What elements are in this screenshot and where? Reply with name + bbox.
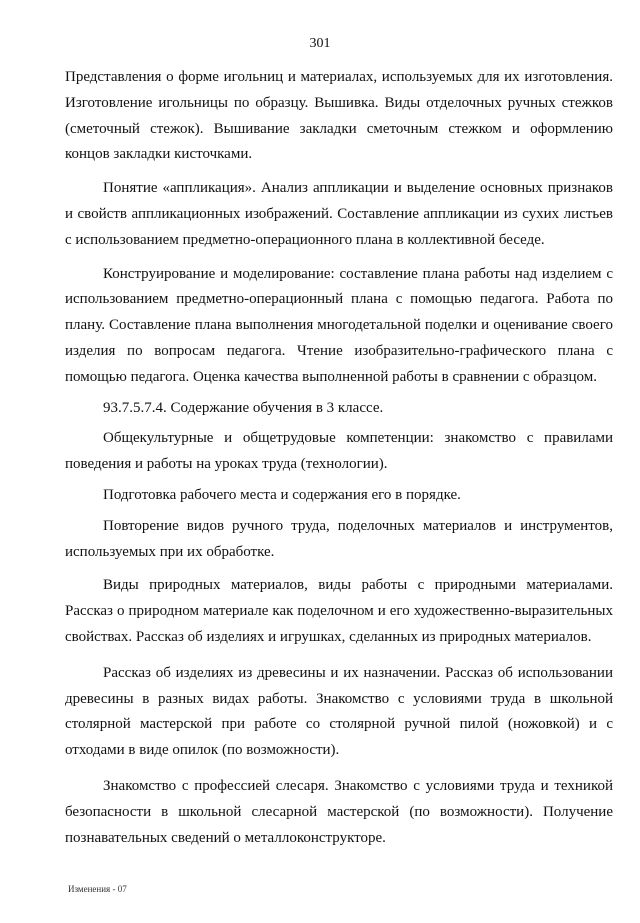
paragraph-workplace: Подготовка рабочего места и содержания его в порядке. — [103, 486, 461, 503]
paragraph-applique: Понятие «аппликация». Анализ аппликации и выделение основных признаков и свойств аппликационных изображений. Составление аппликации из сухих листьев с использованием предметно-операционного плана в коллективной беседе. — [65, 180, 613, 248]
paragraph-needle-case: Представления о форме игольниц и материалах, используемых для их изготовления. Изготовление игольницы по образцу. Вышивка. Виды отделочных ручных стежков (сметочный стежок). Вышивание закладки сметочным стежком и оформлению концов закладки кисточками. — [65, 69, 613, 163]
page-number: 301 — [309, 36, 331, 51]
paragraph-review: Повторение видов ручного труда, поделочных материалов и инструментов, используемых при их обработке. — [65, 517, 613, 560]
paragraph-wood: Рассказ об изделиях из древесины и их назначении. Рассказ об использовании древесины в разных видах работы. Знакомство с условиями труда в школьной столярной мастерской при работе со столярной ручной пилой (ножовкой) и с отходами в виде опилок (по возможности). — [65, 664, 613, 759]
paragraph-construction-modeling: Конструирование и моделирование: составление плана работы над изделием с использованием предметно-операционный плана с помощью педагога. Работа по плану. Составление плана выполнения многодетальной поделки и оценивание своего изделия по вопросам педагога. Чтение изобразительно-графического плана с помощью педагога. Оценка качества выполненной работы в сравнении с образцом. — [65, 265, 613, 385]
paragraph-competencies: Общекультурные и общетрудовые компетенции: знакомство с правилами поведения и работы на уроках труда (технологии). — [65, 430, 613, 473]
paragraph-section-heading: 93.7.5.7.4. Содержание обучения в 3 классе. — [103, 399, 384, 416]
paragraph-metalwork: Знакомство с профессией слесаря. Знакомство с условиями труда и техникой безопасности в школьной слесарной мастерской (по возможности). Получение познавательных сведений о металлоконструкторе. — [65, 777, 613, 846]
body-text — [65, 65, 613, 851]
paragraph-natural-materials: Виды природных материалов, виды работы с природными материалами. Рассказ о природном материале как поделочном и его художественно-выразительных свойствах. Рассказ об изделиях и игрушках, сделанных из природных материалов. — [65, 577, 613, 645]
footer-revision-note: Изменения - 07 — [68, 884, 127, 894]
